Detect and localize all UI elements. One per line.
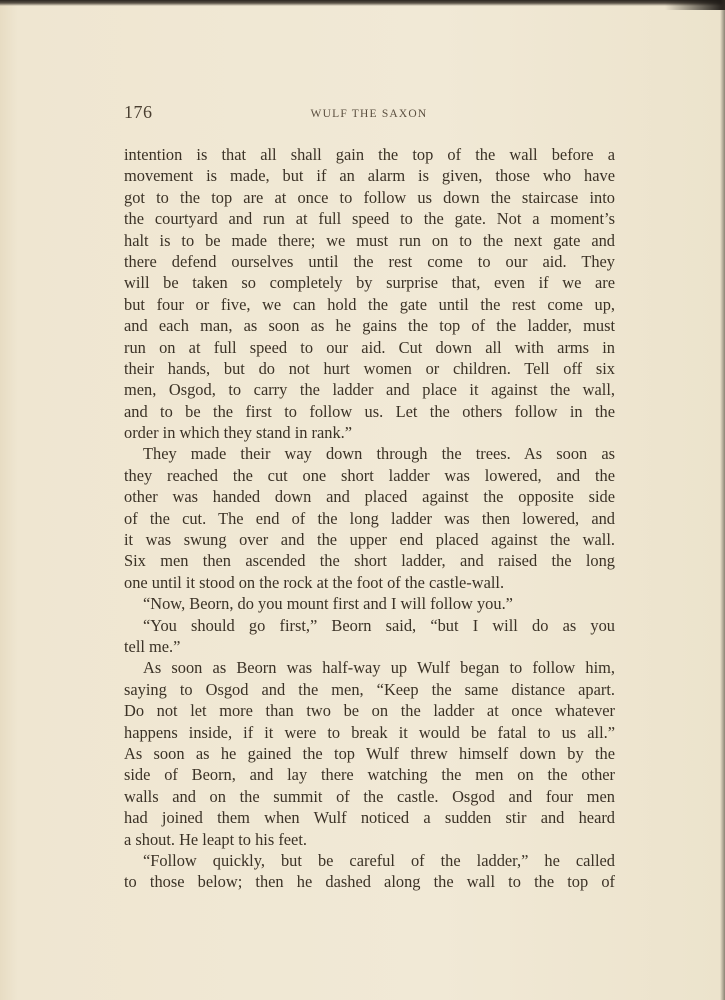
- page-number: 176: [124, 102, 153, 122]
- text-line: to those below; then he dashed along the wall to the top of: [124, 872, 615, 892]
- text-line: “You should go first,” Beorn said, “but I will do as you: [143, 615, 615, 635]
- text-line: will be taken so completely by surprise that, even if we are: [124, 273, 615, 293]
- text-line: They made their way down through the trees. As soon as: [143, 444, 615, 464]
- text-line: walls and on the summit of the castle. Osgod and four men: [124, 786, 615, 806]
- text-line: side of Beorn, and lay there watching the men on the other: [124, 765, 615, 785]
- text-line: run on at full speed to our aid. Cut down all with arms in: [124, 337, 615, 357]
- text-line: and to be the first to follow us. Let the others follow in the: [124, 401, 615, 421]
- text-line: a shout. He leapt to his feet.: [124, 829, 307, 849]
- text-line: the courtyard and run at full speed to the gate. Not a moment’s: [124, 209, 615, 229]
- page-header: [124, 102, 614, 124]
- body-text: [124, 144, 615, 893]
- text-line: intention is that all shall gain the top of the wall before a: [124, 145, 615, 164]
- page-top-edge: [0, 0, 725, 6]
- text-line: “Follow quickly, but be careful of the ladder,” he called: [143, 850, 615, 870]
- text-line: halt is to be made there; we must run on to the next gate and: [124, 230, 615, 250]
- page-top-edge-shadow: [665, 0, 725, 10]
- text-line: it was swung over and the upper end placed against the wall.: [124, 530, 615, 550]
- text-line: saying to Osgod and the men, “Keep the same distance apart.: [124, 679, 615, 699]
- text-line: and each man, as soon as he gains the top of the ladder, must: [124, 316, 615, 336]
- text-line: had joined them when Wulf noticed a sudden stir and heard: [124, 808, 615, 828]
- text-line: Do not let more than two be on the ladder at once whatever: [124, 701, 615, 721]
- text-line: one until it stood on the rock at the foot of the castle-wall.: [124, 572, 505, 592]
- text-line: “Now, Beorn, do you mount first and I will follow you.”: [143, 594, 513, 614]
- text-line: but four or five, we can hold the gate until the rest come up,: [124, 294, 615, 314]
- text-line: of the cut. The end of the long ladder was then lowered, and: [124, 508, 615, 528]
- text-line: As soon as he gained the top Wulf threw himself down by the: [124, 743, 615, 763]
- text-line: their hands, but do not hurt women or children. Tell off six: [124, 358, 615, 378]
- text-line: order in which they stand in rank.”: [124, 423, 353, 443]
- text-line: they reached the cut one short ladder was lowered, and the: [124, 465, 615, 485]
- text-line: there defend ourselves until the rest come to our aid. They: [124, 251, 615, 271]
- text-line: movement is made, but if an alarm is given, those who have: [124, 166, 615, 186]
- text-line: got to the top are at once to follow us down the staircase into: [124, 187, 615, 207]
- text-line: other was handed down and placed against the opposite side: [124, 487, 615, 507]
- text-line: men, Osgod, to carry the ladder and place it against the wall,: [124, 380, 615, 400]
- text-line: happens inside, if it were to break it would be fatal to us all.”: [124, 722, 615, 742]
- text-line: As soon as Beorn was half-way up Wulf began to follow him,: [143, 658, 615, 678]
- running-head: WULF THE SAXON: [310, 108, 428, 120]
- text-line: Six men then ascended the short ladder, and raised the long: [124, 551, 615, 571]
- page-right-edge: [720, 0, 725, 1000]
- text-line: tell me.”: [124, 636, 181, 656]
